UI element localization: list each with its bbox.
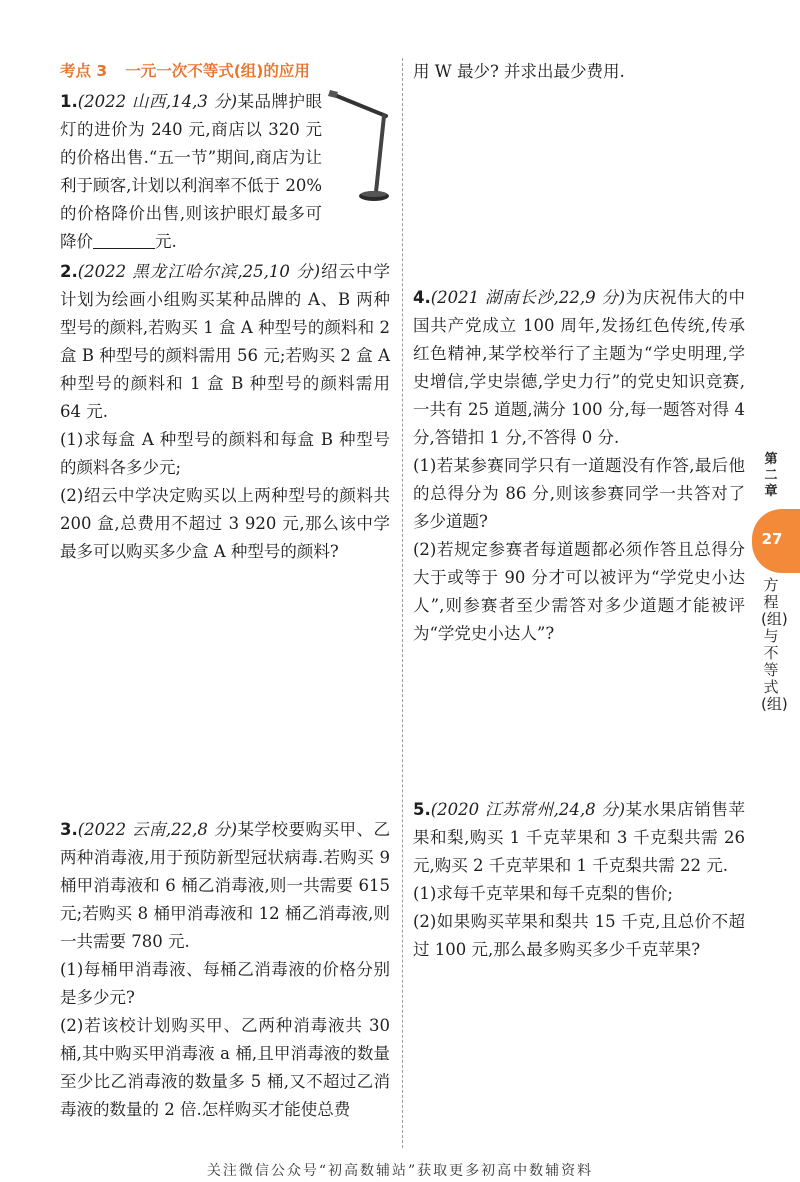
question-3-text: 某学校要购买甲、乙两种消毒液,用于预防新型冠状病毒.若购买 9 桶甲消毒液和 6 桶乙消毒液,则一共需要 615 元;若购买 8 桶甲消毒液和 12 桶乙消毒液,则一共需要 780 元. [60, 820, 391, 951]
question-5-part-2: (2)如果购买苹果和梨共 15 千克,且总价不超过 100 元,那么最多购买多少千克苹果? [413, 912, 745, 959]
question-3 [60, 816, 390, 1124]
question-3-number: 3. [60, 820, 78, 839]
chapter-number-label: 第二章 [764, 452, 778, 499]
section-heading [60, 60, 390, 82]
question-3-part-2: (2)若该校计划购买甲、乙两种消毒液共 30 桶,其中购买甲消毒液 a 桶,且甲消毒液的数量至少比乙消毒液的数量多 5 桶,又不超过乙消毒液的数量的 2 倍.怎样购买才能使总费 [60, 1016, 390, 1119]
question-5-number: 5. [413, 800, 431, 819]
question-4-part-2: (2)若规定参赛者每道题都必须作答且总得分大于或等于 90 分才可以被评为“学党史小达人”,则参赛者至少需答对多少道题才能被评为“学党史小达人”? [413, 540, 745, 643]
section-title: 一元一次不等式(组)的应用 [125, 62, 310, 80]
question-4-source: (2021 湖南长沙,22,9 分) [430, 288, 626, 307]
question-4-part-1: (1)若某参赛同学只有一道题没有作答,最后他的总得分为 86 分,则该参赛同学一共答对了多少道题? [413, 456, 745, 531]
question-4 [413, 284, 745, 648]
right-column-bottom [413, 796, 745, 964]
question-5 [413, 796, 745, 964]
answer-blank[interactable] [93, 230, 155, 249]
question-4-text: 为庆祝伟大的中国共产党成立 100 周年,发扬红色传统,传承红色精神,某学校举行了主题为“学史明理,学史增信,学史崇德,学史力行”的党史知识竞赛,一共有 25 道题,满分 100 分,每一题答对得 4 分,答错扣 1 分,不答得 0 分. [413, 288, 746, 447]
column-divider [402, 58, 403, 1148]
left-column-bottom [60, 816, 390, 1124]
question-1-text-end: 元. [155, 232, 177, 251]
desk-lamp-image [328, 88, 390, 206]
question-2-text: 绍云中学计划为绘画小组购买某种品牌的 A、B 两种型号的颜料,若购买 1 盒 A 种型号的颜料和 2 盒 B 种型号的颜料需用 56 元;若购买 2 盒 A 种型号的颜料和 1 盒 B 种型号的颜料需用 64 元. [60, 262, 391, 421]
left-column-top [60, 60, 390, 566]
question-3-source: (2022 云南,22,8 分) [77, 820, 238, 839]
question-3-continued [413, 58, 745, 86]
question-1-source: (2022 山西,14,3 分) [77, 92, 238, 111]
question-1 [60, 88, 390, 256]
question-2-part-1: (1)求每盒 A 种型号的颜料和每盒 B 种型号的颜料各多少元; [60, 430, 390, 477]
question-5-part-1: (1)求每千克苹果和每千克梨的售价; [413, 884, 673, 903]
question-1-text: 某品牌护眼灯的进价为 240 元,商店以 320 元的价格出售.“五一节”期间,商店为让利于顾客,计划以利润率不低于 20%的价格降价出售,则该护眼灯最多可降价 [60, 92, 323, 251]
right-column-middle [413, 284, 745, 648]
question-2-number: 2. [60, 262, 78, 281]
section-label: 考点 3 [60, 62, 108, 80]
question-2 [60, 258, 390, 566]
chapter-title-label: 方程(组)与不等式(组) [761, 576, 788, 713]
question-2-part-2: (2)绍云中学决定购买以上两种型号的颜料共 200 盒,总费用不超过 3 920 元,那么该中学最多可以购买多少盒 A 种型号的颜料? [60, 486, 390, 561]
question-3-part-1: (1)每桶甲消毒液、每桶乙消毒液的价格分别是多少元? [60, 960, 390, 1007]
question-3-continuation: 用 W 最少? 并求出最少费用. [413, 62, 625, 81]
question-1-number: 1. [60, 92, 78, 111]
question-4-number: 4. [413, 288, 431, 307]
question-5-source: (2020 江苏常州,24,8 分) [430, 800, 626, 819]
page-number: 27 [761, 530, 783, 548]
footer-note: 关注微信公众号“初高数辅站”获取更多初高中数辅资料 [206, 1163, 594, 1179]
question-5-text: 某水果店销售苹果和梨,购买 1 千克苹果和 3 千克梨共需 26 元,购买 2 千克苹果和 1 千克梨共需 22 元. [413, 800, 746, 875]
question-2-source: (2022 黑龙江哈尔滨,25,10 分) [77, 262, 321, 281]
